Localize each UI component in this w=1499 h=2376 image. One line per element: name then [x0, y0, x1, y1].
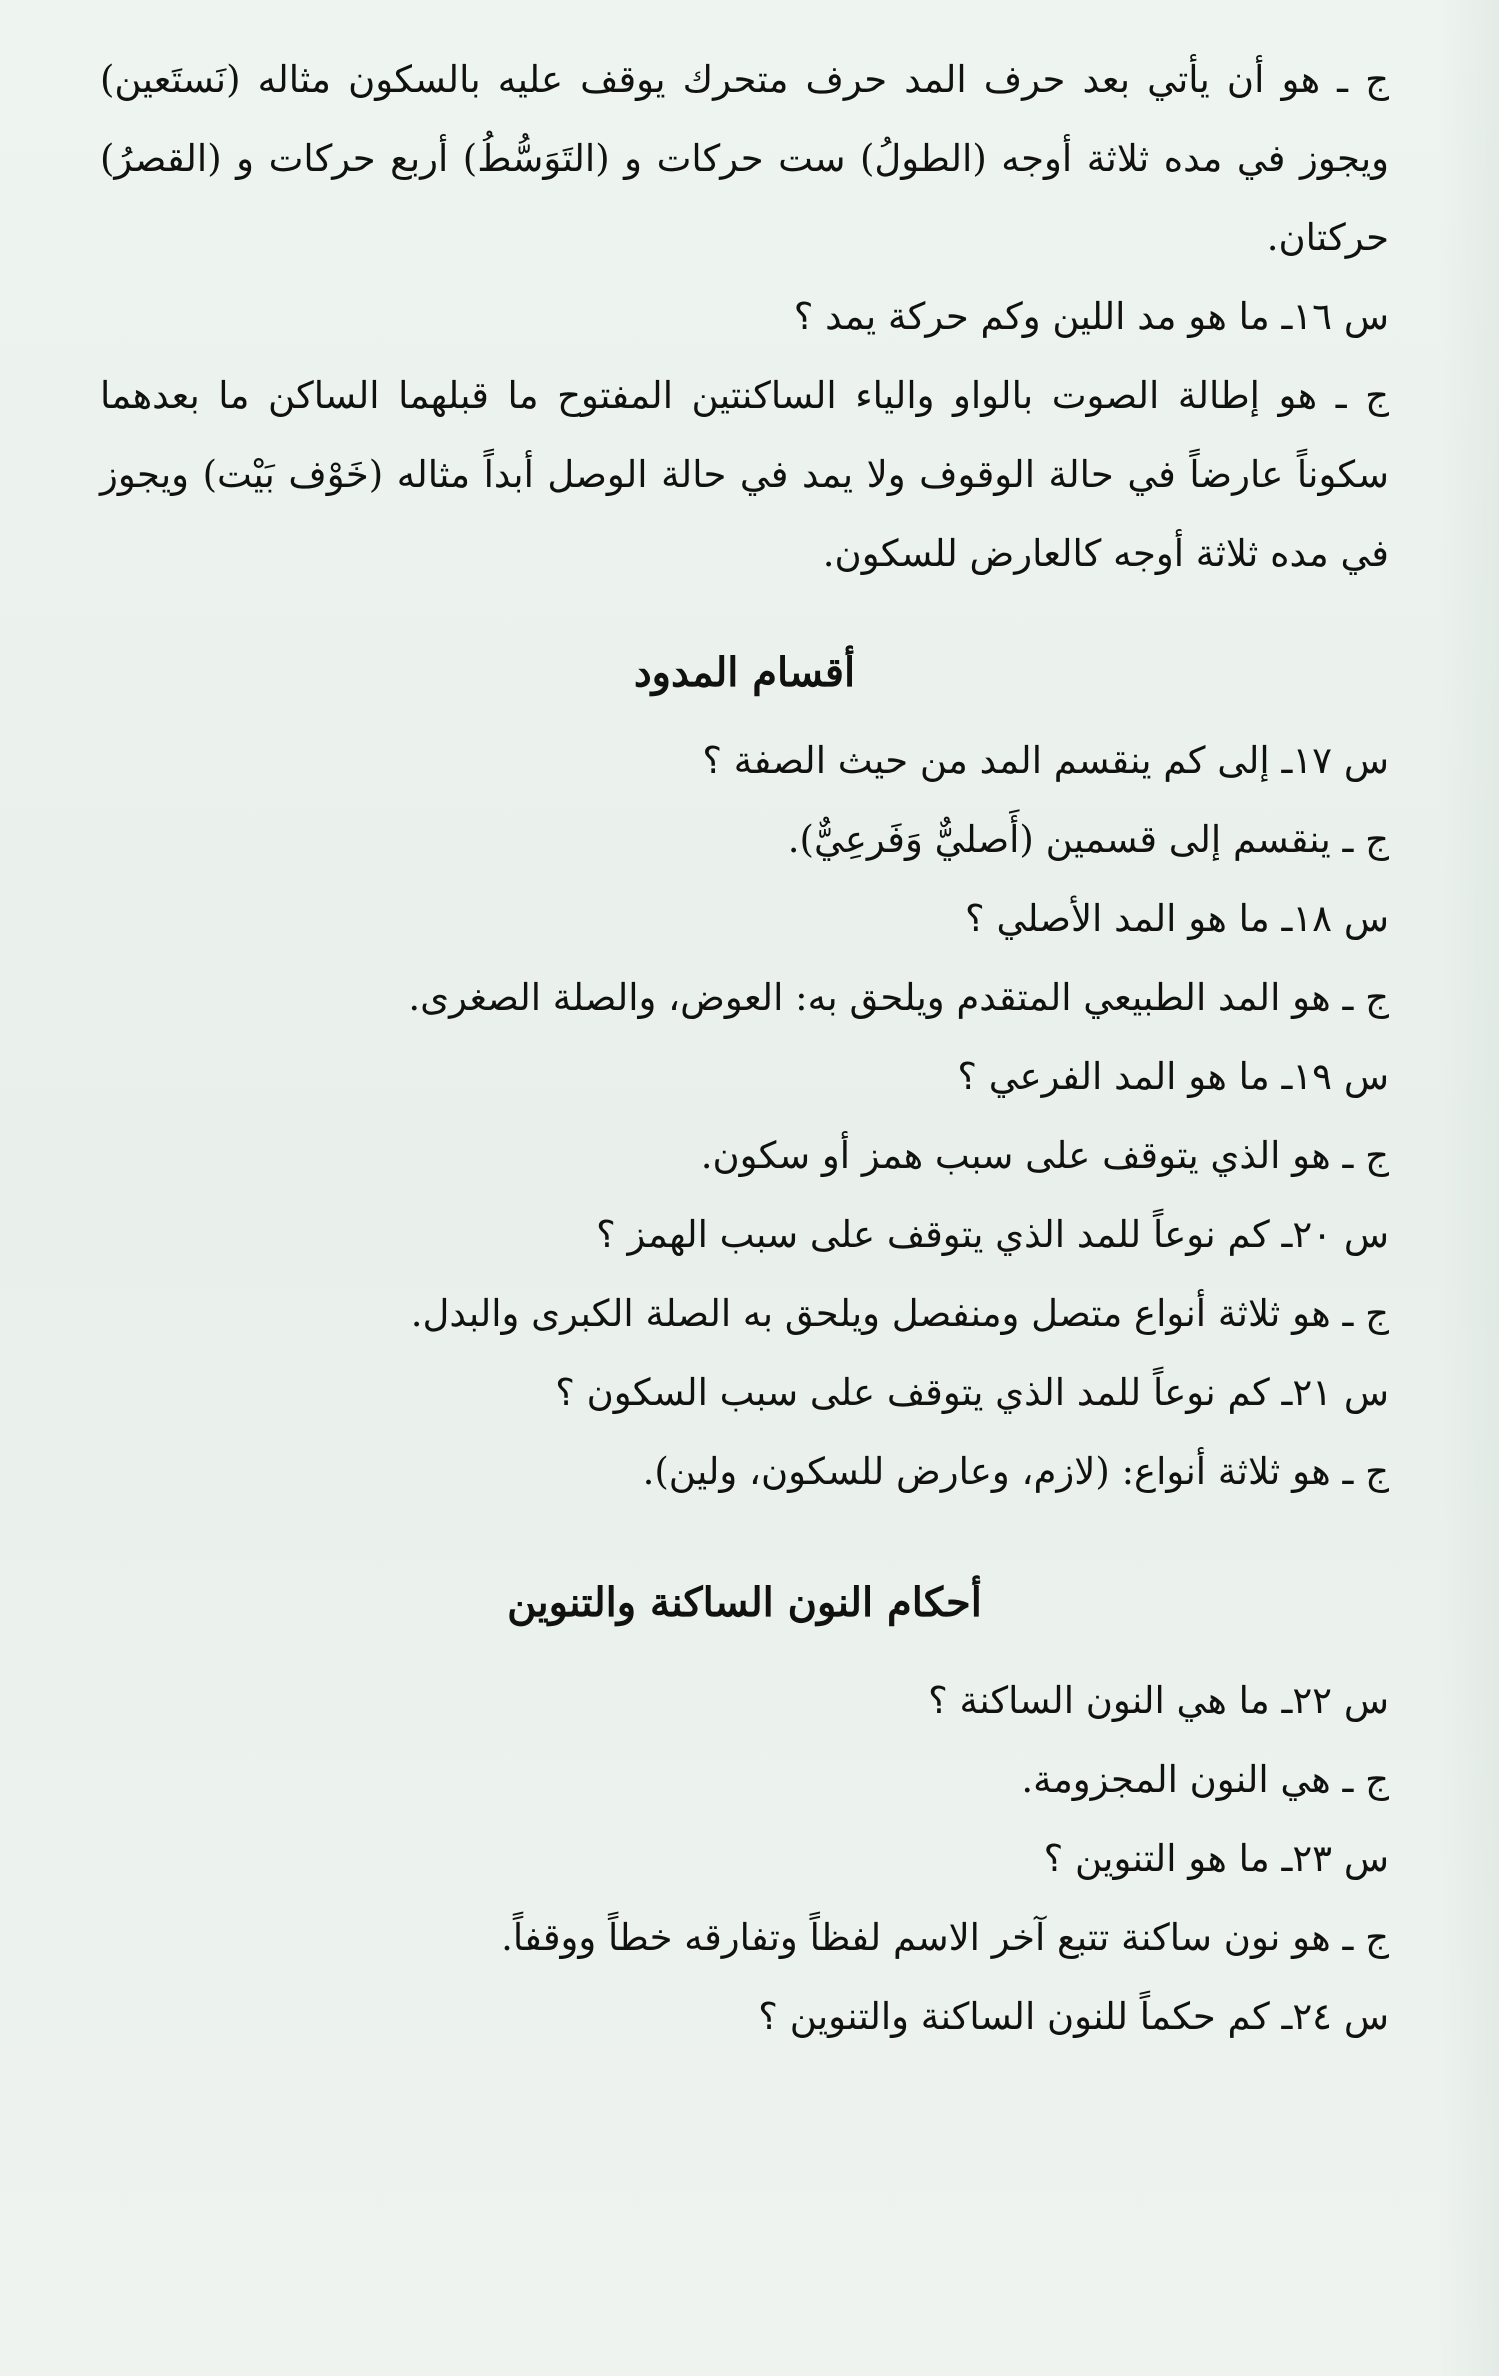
answer-paragraph-1: ج ـ هو أن يأتي بعد حرف المد حرف متحرك يوقف عليه بالسكون مثاله (نَستَعين) ويجوز في مده ثلاثة أوجه (الطولُ) ست حركات و (التَوَسُّطُ) أربع حركات و (القصرُ) حركتان.: [100, 58, 1389, 259]
question-18: س ١٨ـ ما هو المد الأصلي ؟: [965, 897, 1389, 940]
question-23: س ٢٣ـ ما هو التنوين ؟: [1043, 1837, 1389, 1880]
question-21: س ٢١ـ كم نوعاً للمد الذي يتوقف على سبب السكون ؟: [555, 1371, 1389, 1414]
answer-21: ج ـ هو ثلاثة أنواع: (لازم، وعارض للسكون، ولين).: [642, 1450, 1389, 1493]
answer-17: ج ـ ينقسم إلى قسمين (أَصليٌّ وَفَرعِيٌّ).: [787, 818, 1389, 861]
question-17: س ١٧ـ إلى كم ينقسم المد من حيث الصفة ؟: [702, 739, 1389, 782]
question-16: س ١٦ـ ما هو مد اللين وكم حركة يمد ؟: [793, 295, 1389, 338]
page-spine-shade: [1439, 0, 1499, 2376]
answer-paragraph-16: ج ـ هو إطالة الصوت بالواو والياء الساكنتين المفتوح ما قبلهما الساكن ما بعدهما سكوناً عارضاً في حالة الوقوف ولا يمد في حالة الوصل أبداً مثاله (خَوْف بَيْت) ويجوز في مده ثلاثة أوجه كالعارض للسكون.: [100, 374, 1389, 575]
answer-23: ج ـ هو نون ساكنة تتبع آخر الاسم لفظاً وتفارقه خطاً ووقفاً.: [501, 1916, 1389, 1959]
question-22: س ٢٢ـ ما هي النون الساكنة ؟: [928, 1679, 1389, 1722]
answer-20: ج ـ هو ثلاثة أنواع متصل ومنفصل ويلحق به الصلة الكبرى والبدل.: [410, 1292, 1389, 1335]
answer-22: ج ـ هي النون المجزومة.: [1021, 1758, 1389, 1801]
section-heading-madd-types: أقسام المدود: [633, 649, 856, 696]
question-19: س ١٩ـ ما هو المد الفرعي ؟: [957, 1055, 1389, 1098]
section-heading-noon-sakinah: أحكام النون الساكنة والتنوين: [507, 1579, 982, 1626]
page-content: [100, 40, 1389, 2056]
question-20: س ٢٠ـ كم نوعاً للمد الذي يتوقف على سبب الهمز ؟: [596, 1213, 1389, 1256]
answer-18: ج ـ هو المد الطبيعي المتقدم ويلحق به: العوض، والصلة الصغرى.: [408, 976, 1389, 1019]
question-24: س ٢٤ـ كم حكماً للنون الساكنة والتنوين ؟: [758, 1995, 1389, 2038]
answer-19: ج ـ هو الذي يتوقف على سبب همز أو سكون.: [700, 1134, 1389, 1177]
